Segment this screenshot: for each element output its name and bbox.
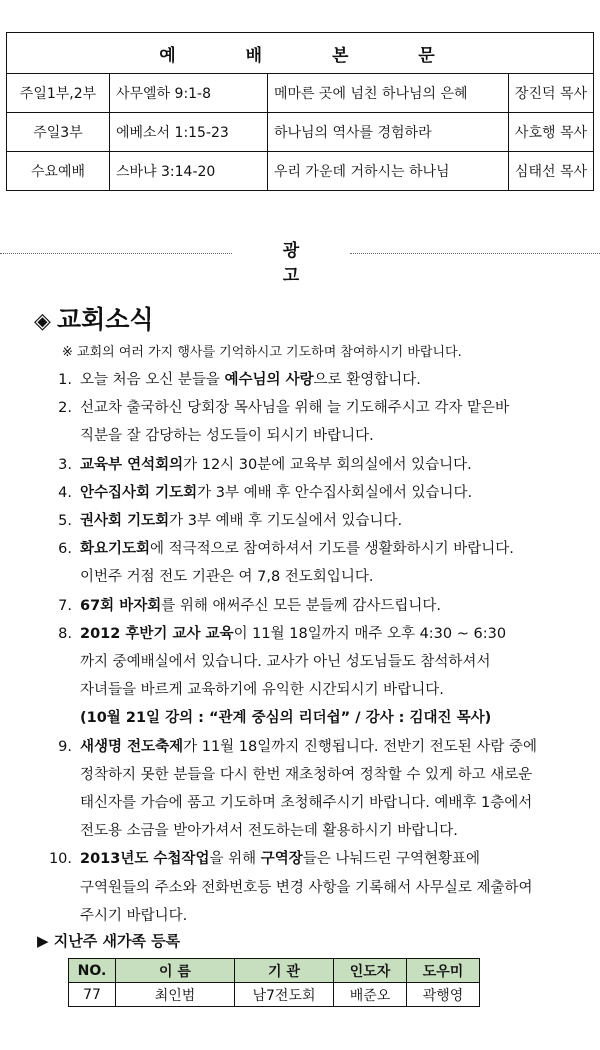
- new-family-cell: 최인범: [116, 983, 235, 1007]
- text-segment: 가 12시 30분에 교육부 회의실에서 있습니다.: [183, 456, 472, 473]
- scripture-ref: 에베소서 1:15-23: [109, 113, 267, 152]
- news-item-line: [80, 563, 596, 591]
- worship-row: [7, 74, 594, 113]
- new-family-title: ▶ 지난주 새가족 등록: [37, 932, 181, 950]
- worship-title-row: [7, 33, 594, 74]
- highlighted-text: (10월 21일 강의 : “관계 중심의 리더쉽” / 강사 : 김대진 목사): [80, 710, 492, 727]
- right-divider: [350, 253, 600, 254]
- news-item-text: [74, 366, 596, 394]
- highlighted-text: 67회 바자회: [80, 597, 162, 614]
- highlighted-text: 예수님의 사랑: [224, 372, 314, 388]
- news-item-text: [74, 507, 596, 535]
- new-family-cell: 배준오: [334, 983, 407, 1007]
- text-segment: 가 3부 예배 후 안수집사회실에서 있습니다.: [197, 484, 473, 501]
- new-family-column-header: 인도자: [334, 959, 407, 983]
- church-news-heading: [34, 300, 154, 336]
- highlighted-text: 2013년도 수첩작업: [80, 851, 210, 868]
- preacher-name: 장진덕 목사: [508, 74, 593, 113]
- news-item: [36, 620, 596, 733]
- news-item-number: 2.: [58, 400, 72, 417]
- sermon-title: 메마른 곳에 넘친 하나님의 은혜: [267, 74, 508, 113]
- news-item-line: [80, 789, 596, 817]
- text-segment: 자녀들을 바르게 교육하기에 유익한 시간되시기 바랍니다.: [80, 682, 444, 699]
- worship-title: 예 배 본 문: [7, 33, 594, 74]
- new-family-column-header: 이 름: [116, 959, 235, 983]
- worship-scripture-table: [6, 32, 594, 191]
- news-note: ※ 교회의 여러 가지 행사를 기억하시고 기도하며 참여하시기 바랍니다.: [62, 345, 462, 360]
- news-item: [36, 592, 596, 620]
- news-item: [36, 451, 596, 479]
- news-item-line: [80, 761, 596, 789]
- news-item-line: [80, 704, 596, 732]
- text-segment: 들은 나눠드린 구역현황표에: [302, 851, 481, 868]
- news-item-line: [80, 422, 596, 450]
- news-item-line: [80, 366, 596, 394]
- left-divider: [0, 253, 232, 254]
- news-item-line: [80, 874, 596, 902]
- news-item: [36, 479, 596, 507]
- new-family-cell: 77: [69, 983, 116, 1007]
- text-segment: 전도용 소금을 받아가셔서 전도하는데 활용하시기 바랍니다.: [80, 823, 458, 840]
- new-family-row: [69, 983, 480, 1007]
- news-item-number: 6.: [58, 541, 72, 558]
- news-item-text: [74, 592, 596, 620]
- news-item-text: [74, 479, 596, 507]
- text-segment: 태신자를 가슴에 품고 기도하며 초청해주시기 바랍니다. 예배후 1층에서: [80, 795, 533, 812]
- highlighted-text: 새생명 전도축제: [80, 738, 184, 755]
- worship-row: [7, 152, 594, 191]
- text-segment: 이 11월 18일까지 매주 오후 4:30 ~ 6:30: [233, 625, 507, 642]
- news-item-text: [74, 535, 596, 591]
- text-segment: 이번주 거점 전도 기관은 여 7,8 전도회입니다.: [80, 569, 374, 586]
- news-item: [36, 845, 596, 930]
- news-item-text: [74, 845, 596, 930]
- highlighted-text: 2012 후반기 교사 교육: [80, 625, 234, 642]
- church-news-title: 교회소식: [56, 305, 154, 334]
- new-family-cell: 곽행영: [407, 983, 480, 1007]
- news-item-line: [80, 676, 596, 704]
- news-item-text: [74, 451, 596, 479]
- highlighted-text: 안수집사회 기도회: [80, 484, 198, 501]
- text-segment: 선교차 출국하신 당회장 목사님을 위해 늘 기도해주시고 각자 맡은바: [80, 400, 510, 417]
- text-segment: 을 위해: [209, 851, 261, 868]
- announcement-title: 광 고: [282, 241, 326, 286]
- highlighted-text: 구역장: [260, 851, 303, 868]
- news-item-number: 4.: [58, 484, 72, 501]
- news-item-line: [80, 817, 596, 845]
- highlighted-text: 권사회 기도회: [80, 513, 170, 530]
- text-segment: 오늘 처음 오신 분들을: [80, 372, 225, 388]
- diamond-icon: ◈: [34, 309, 51, 334]
- news-item-number: 3.: [58, 456, 72, 473]
- new-family-column-header: 도우미: [407, 959, 480, 983]
- news-item-number: 5.: [58, 513, 72, 530]
- news-item-line: [80, 845, 596, 873]
- worship-row: [7, 113, 594, 152]
- news-item-line: [80, 394, 596, 422]
- preacher-name: 심태선 목사: [508, 152, 593, 191]
- text-segment: 가 3부 예배 후 기도실에서 있습니다.: [169, 513, 403, 530]
- news-item: [36, 733, 596, 846]
- news-item-line: [80, 451, 596, 479]
- text-segment: 가 11월 18일까지 진행됩니다. 전반기 전도된 사람 중에: [183, 738, 538, 755]
- new-family-header-row: [69, 959, 480, 983]
- highlighted-text: 화요기도회: [80, 541, 151, 558]
- news-item-text: [74, 620, 596, 733]
- news-item: [36, 507, 596, 535]
- news-item-text: [74, 733, 596, 846]
- text-segment: 주시기 바랍니다.: [80, 907, 188, 924]
- text-segment: 직분을 잘 감당하는 성도들이 되시기 바랍니다.: [80, 428, 374, 445]
- news-item-line: [80, 535, 596, 563]
- news-item: [36, 535, 596, 591]
- scripture-ref: 사무엘하 9:1-8: [109, 74, 267, 113]
- text-segment: 정착하지 못한 분들을 다시 한번 재초청하여 정착할 수 있게 하고 새로운: [80, 766, 533, 783]
- news-item-line: [80, 648, 596, 676]
- church-news-list: [36, 366, 596, 930]
- new-family-column-header: 기 관: [235, 959, 334, 983]
- news-item-line: [80, 733, 596, 761]
- news-item-line: [80, 592, 596, 620]
- scripture-ref: 스바냐 3:14-20: [109, 152, 267, 191]
- preacher-name: 사호행 목사: [508, 113, 593, 152]
- news-item-line: [80, 479, 596, 507]
- news-item-text: [74, 394, 596, 450]
- text-segment: 에 적극적으로 참여하셔서 기도를 생활화하시기 바랍니다.: [150, 541, 514, 558]
- new-family-column-header: NO.: [69, 959, 116, 983]
- sermon-title: 하나님의 역사를 경험하라: [267, 113, 508, 152]
- news-item: [36, 366, 596, 394]
- text-segment: 까지 중예배실에서 있습니다. 교사가 아닌 성도님들도 참석하셔서: [80, 654, 491, 671]
- news-item: [36, 394, 596, 450]
- text-segment: 를 위해 애써주신 모든 분들께 감사드립니다.: [161, 597, 442, 614]
- highlighted-text: 교육부 연석회의: [80, 456, 184, 473]
- announcement-header: [0, 236, 600, 286]
- news-item-number: 7.: [58, 597, 72, 614]
- service-name: 주일1부,2부: [7, 74, 110, 113]
- service-name: 수요예배: [7, 152, 110, 191]
- news-item-number: 9.: [58, 738, 72, 755]
- news-item-number: 1.: [58, 372, 72, 388]
- new-family-table: [68, 958, 480, 1007]
- new-family-cell: 남7전도회: [235, 983, 334, 1007]
- service-name: 주일3부: [7, 113, 110, 152]
- news-item-line: [80, 902, 596, 930]
- news-item-number: 8.: [58, 625, 72, 642]
- sermon-title: 우리 가운데 거하시는 하나님: [267, 152, 508, 191]
- text-segment: 으로 환영합니다.: [313, 372, 421, 388]
- news-item-number: 10.: [48, 851, 72, 868]
- news-item-line: [80, 507, 596, 535]
- news-item-line: [80, 620, 596, 648]
- text-segment: 구역원들의 주소와 전화번호등 변경 사항을 기록해서 사무실로 제출하여: [80, 879, 533, 896]
